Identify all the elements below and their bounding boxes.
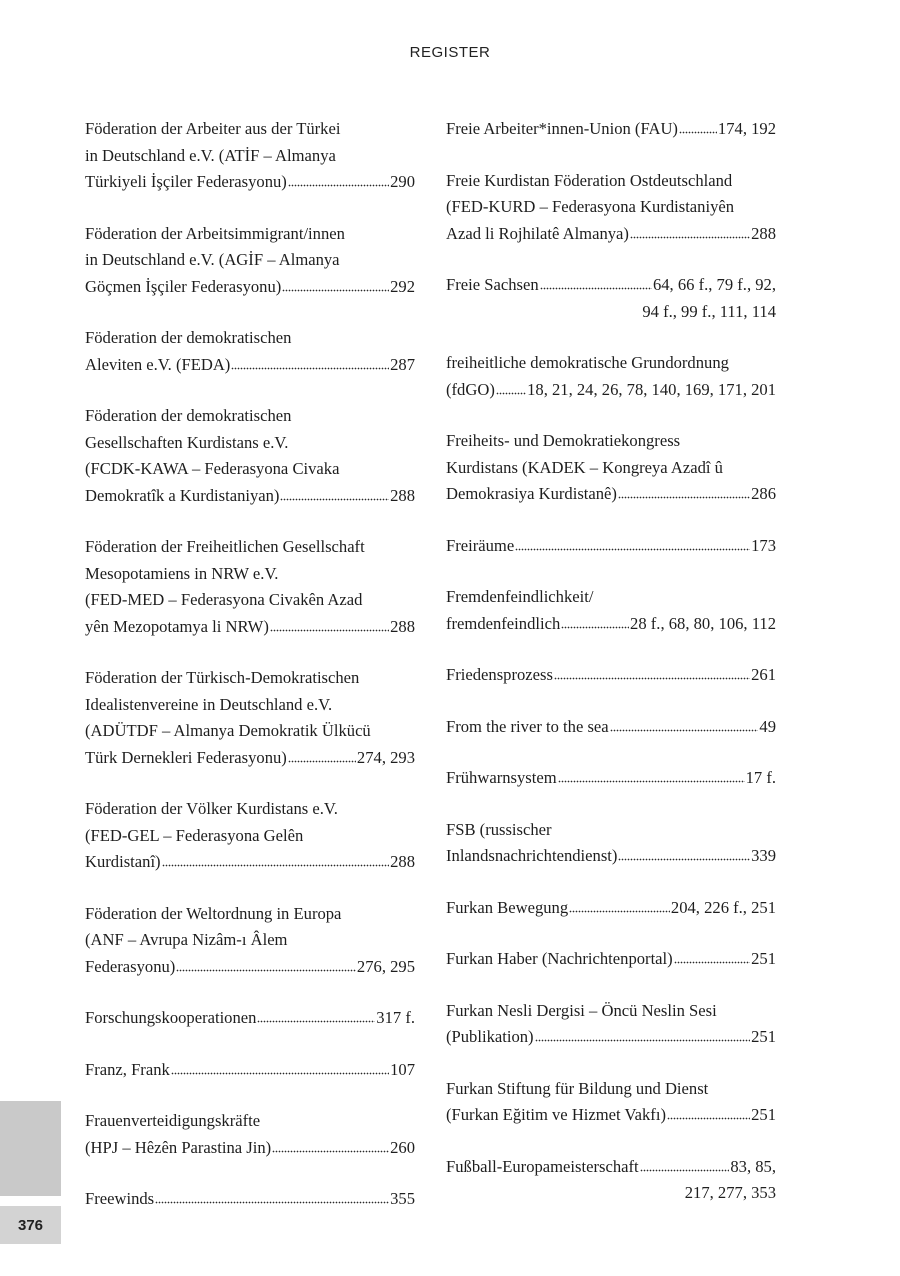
index-entry xyxy=(446,765,776,792)
entry-term: Aleviten e.V. (FEDA) xyxy=(85,354,231,374)
page-references: 339 xyxy=(751,846,776,865)
entry-term: yên Mezopotamya li NRW) xyxy=(85,616,269,636)
entry-reference-line xyxy=(85,1057,415,1084)
dot-leader xyxy=(288,183,389,187)
index-entry xyxy=(446,714,776,741)
index-entry xyxy=(85,665,415,771)
entry-term: Kurdistanî) xyxy=(85,852,161,871)
index-entry xyxy=(446,272,776,325)
dot-leader xyxy=(667,1116,750,1120)
entry-term: Freie Arbeiter*innen-Union (FAU) xyxy=(446,119,678,138)
entry-line: in Deutschland e.V. (AGİF – Almanya xyxy=(85,250,340,269)
entry-reference-line xyxy=(446,533,776,560)
index-entry xyxy=(446,998,776,1051)
entry-line: Föderation der Freiheitlichen Gesellschaft xyxy=(85,537,365,556)
entry-term: (Furkan Eğitim ve Hizmet Vakfı) xyxy=(446,1105,666,1124)
dot-leader xyxy=(496,391,526,395)
entry-reference-line xyxy=(85,274,415,301)
index-entry xyxy=(85,796,415,876)
entry-line: Föderation der Arbeitsimmigrant/innen xyxy=(85,223,345,243)
entry-reference-line xyxy=(85,483,415,510)
entry-term: Franz, Frank xyxy=(85,1059,170,1079)
entry-term: Demokratîk a Kurdistaniyan) xyxy=(85,485,280,505)
entry-line: (FED-GEL – Federasyona Gelên xyxy=(85,825,304,845)
index-entry xyxy=(85,221,415,301)
entry-line: (ADÜTDF – Almanya Demokratik Ülkücü xyxy=(85,721,371,740)
entry-reference-line xyxy=(85,745,415,772)
page-references: 274, 293 xyxy=(356,747,415,767)
entry-line: FSB (russischer xyxy=(446,819,552,839)
page-references: 292 xyxy=(390,276,415,296)
index-entry xyxy=(446,1076,776,1129)
dot-leader xyxy=(540,286,652,290)
entry-term: Freie Sachsen xyxy=(446,275,539,294)
page-references: 204, 226 f., 251 xyxy=(670,897,776,917)
page-references: 286 xyxy=(751,484,776,503)
dot-leader xyxy=(679,130,717,134)
running-title: REGISTER xyxy=(409,44,491,61)
dot-leader xyxy=(280,497,389,501)
dot-leader xyxy=(618,857,750,861)
page-references: 107 xyxy=(390,1059,415,1079)
entry-line: Gesellschaften Kurdistans e.V. xyxy=(85,432,289,452)
entry-reference-line xyxy=(85,169,415,196)
entry-term: Freewinds xyxy=(85,1189,155,1208)
entry-line: Furkan Stiftung für Bildung und Dienst xyxy=(446,1078,709,1098)
entry-line: (FED-MED – Federasyona Civakên Azad xyxy=(85,590,363,609)
entry-reference-line xyxy=(85,614,415,641)
index-entry xyxy=(446,584,776,637)
dot-leader xyxy=(640,1168,730,1172)
entry-term: (Publikation) xyxy=(446,1027,534,1046)
page-references: 287 xyxy=(390,354,415,374)
page-references: 28 f., 68, 80, 106, 112 xyxy=(630,613,776,633)
page-number: 376 xyxy=(0,1206,61,1244)
page-references: 276, 295 xyxy=(356,956,415,976)
entry-term: Federasyonu) xyxy=(85,956,176,976)
entry-reference-line xyxy=(446,895,776,922)
entry-reference-line xyxy=(446,765,776,792)
index-column-right xyxy=(446,116,776,1232)
entry-line: Freiheits- und Demokratiekongress xyxy=(446,431,681,450)
index-entry xyxy=(446,1154,776,1207)
entry-line: Föderation der Türkisch-Demokratischen xyxy=(85,668,360,687)
entry-reference-line xyxy=(446,843,776,870)
page-references: 173 xyxy=(751,535,776,555)
entry-line: Furkan Nesli Dergisi – Öncü Neslin Sesi xyxy=(446,1000,717,1020)
index-entry xyxy=(85,403,415,509)
index-entry xyxy=(85,901,415,981)
entry-term: Türk Dernekleri Federasyonu) xyxy=(85,747,287,767)
dot-leader xyxy=(288,759,356,763)
page-references-continued: 217, 277, 353 xyxy=(684,1183,776,1202)
index-entry xyxy=(85,534,415,640)
dot-leader xyxy=(630,235,750,239)
dot-leader xyxy=(515,547,750,551)
index-entry xyxy=(85,1005,415,1032)
index-entry xyxy=(446,350,776,403)
entry-term: Göçmen İşçiler Federasyonu) xyxy=(85,276,282,296)
entry-reference-line xyxy=(446,481,776,508)
page-references: 288 xyxy=(751,223,776,243)
entry-line: freiheitliche demokratische Grundordnung xyxy=(446,353,729,372)
dot-leader xyxy=(610,728,759,732)
entry-line: Frauenverteidigungskräfte xyxy=(85,1111,261,1130)
entry-reference-line xyxy=(446,1102,776,1129)
index-entry xyxy=(446,817,776,870)
page-references: 317 f. xyxy=(376,1008,415,1027)
entry-reference-line xyxy=(446,946,776,973)
entry-reference-line xyxy=(446,662,776,689)
page-references: 64, 66 f., 79 f., 92, xyxy=(652,275,776,294)
index-column-left xyxy=(85,116,415,1238)
page-references: 288 xyxy=(390,485,415,505)
dot-leader xyxy=(674,960,750,964)
dot-leader xyxy=(558,779,745,783)
entry-term: Demokrasiya Kurdistanê) xyxy=(446,484,617,503)
entry-reference-line xyxy=(446,377,776,404)
dot-leader xyxy=(282,288,389,292)
index-entry xyxy=(85,1108,415,1161)
index-entry xyxy=(446,533,776,560)
entry-term: Friedensprozess xyxy=(446,665,553,684)
entry-reference-line xyxy=(446,714,776,741)
entry-term: Türkiyeli İşçiler Federasyonu) xyxy=(85,172,287,191)
dot-leader xyxy=(569,909,670,913)
chapter-thumb-tab xyxy=(0,1101,61,1196)
index-entry xyxy=(85,116,415,196)
entry-line: (FCDK-KAWA – Federasyona Civaka xyxy=(85,459,340,478)
dot-leader xyxy=(535,1038,751,1042)
entry-line: Idealistenvereine in Deutschland e.V. xyxy=(85,694,333,714)
entry-line: Föderation der demokratischen xyxy=(85,328,292,347)
dot-leader xyxy=(554,676,750,680)
entry-reference-line xyxy=(85,1005,415,1032)
index-entry xyxy=(85,1186,415,1213)
entry-line: (FED-KURD – Federasyona Kurdistaniyên xyxy=(446,197,735,216)
dot-leader xyxy=(176,968,356,972)
entry-reference-line xyxy=(446,116,776,143)
page-references: 290 xyxy=(390,172,415,191)
index-entry xyxy=(446,168,776,248)
entry-term: Inlandsnachrichtendienst) xyxy=(446,846,618,865)
index-entry xyxy=(446,895,776,922)
index-entry xyxy=(446,428,776,508)
entry-line: Fremdenfeindlichkeit/ xyxy=(446,587,594,606)
page-references: 355 xyxy=(390,1189,415,1208)
entry-line: in Deutschland e.V. (ATİF – Almanya xyxy=(85,145,336,165)
entry-reference-line xyxy=(446,272,776,299)
page-references: 83, 85, xyxy=(730,1156,776,1176)
entry-line: Kurdistans (KADEK – Kongreya Azadî û xyxy=(446,457,723,477)
entry-reference-line xyxy=(446,1024,776,1051)
page-references: 288 xyxy=(390,616,415,636)
entry-line: Mesopotamiens in NRW e.V. xyxy=(85,563,279,583)
page-references-continued: 94 f., 99 f., 111, 114 xyxy=(642,301,776,321)
entry-line: Föderation der Weltordnung in Europa xyxy=(85,903,342,923)
entry-term: Fußball-Europameisterschaft xyxy=(446,1156,639,1176)
dot-leader xyxy=(561,625,629,629)
entry-term: Azad li Rojhilatê Almanya) xyxy=(446,223,629,243)
dot-leader xyxy=(162,863,390,867)
entry-reference-line xyxy=(446,611,776,638)
dot-leader xyxy=(155,1200,389,1204)
entry-reference-line xyxy=(85,849,415,876)
page-references: 49 xyxy=(759,716,776,736)
index-entry xyxy=(446,946,776,973)
dot-leader xyxy=(272,1149,389,1153)
entry-term: From the river to the sea xyxy=(446,716,609,736)
page-references: 251 xyxy=(751,1105,776,1124)
index-entry xyxy=(446,116,776,143)
dot-leader xyxy=(618,495,750,499)
page-references: 251 xyxy=(751,949,776,968)
entry-line: Föderation der Völker Kurdistans e.V. xyxy=(85,799,338,818)
entry-reference-line xyxy=(85,954,415,981)
entry-term: (HPJ – Hêzên Parastina Jin) xyxy=(85,1137,272,1157)
page-references: 18, 21, 24, 26, 78, 140, 169, 171, 201 xyxy=(527,379,776,399)
entry-line: Föderation der demokratischen xyxy=(85,406,292,425)
index-entry xyxy=(446,662,776,689)
dot-leader xyxy=(257,1019,375,1023)
page-references: 174, 192 xyxy=(717,119,776,138)
dot-leader xyxy=(231,366,389,370)
entry-reference-line xyxy=(446,1154,776,1181)
entry-line: Föderation der Arbeiter aus der Türkei xyxy=(85,119,341,138)
entry-term: Forschungskooperationen xyxy=(85,1008,257,1027)
page-references: 261 xyxy=(751,665,776,684)
entry-reference-line xyxy=(85,1135,415,1162)
dot-leader xyxy=(270,628,389,632)
entry-term: Frühwarnsystem xyxy=(446,768,557,787)
page-references: 260 xyxy=(390,1137,415,1157)
page-references: 288 xyxy=(390,852,415,871)
entry-line: Freie Kurdistan Föderation Ostdeutschland xyxy=(446,170,733,190)
index-entry xyxy=(85,325,415,378)
page-references: 251 xyxy=(751,1027,776,1046)
dot-leader xyxy=(171,1071,389,1075)
entry-term: fremdenfeindlich xyxy=(446,613,561,633)
entry-term: (fdGO) xyxy=(446,379,495,399)
entry-term: Freiräume xyxy=(446,535,515,555)
entry-term: Furkan Bewegung xyxy=(446,897,569,917)
page-references: 17 f. xyxy=(745,768,776,787)
entry-term: Furkan Haber (Nachrichtenportal) xyxy=(446,949,673,968)
entry-reference-line xyxy=(85,1186,415,1213)
index-entry xyxy=(85,1057,415,1084)
entry-line: (ANF – Avrupa Nizâm-ı Âlem xyxy=(85,930,288,949)
entry-reference-line xyxy=(85,352,415,379)
entry-reference-line xyxy=(446,221,776,248)
